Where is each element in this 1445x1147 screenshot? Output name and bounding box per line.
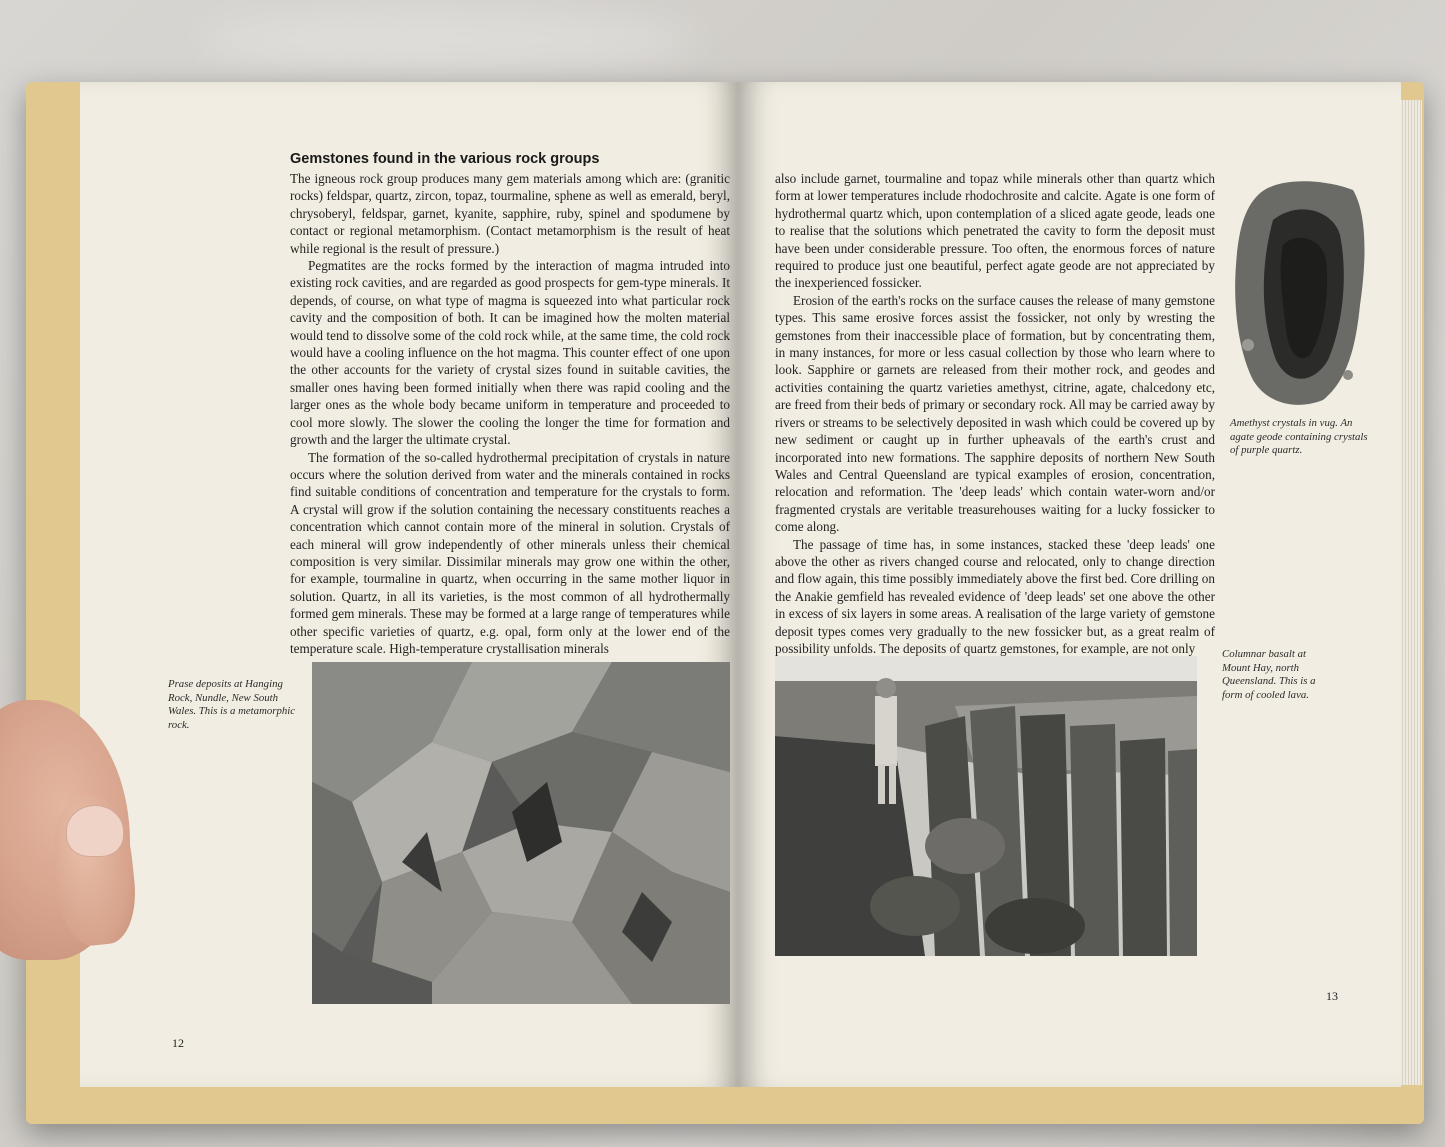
page-number-right: 13	[1326, 989, 1338, 1003]
paragraph: also include garnet, tourmaline and topaz while minerals other than quartz which form at lower temperatures include rhodochrosite and calcite. Agate is one form of hydrothermal quartz which, upon contemplation of a sliced agate geode, leads one to realise that the solutions which penetrated the cavity to form the deposit must have been under considerable pressure. Too often, the enormous forces of nature required to produce just one beautiful, perfect agate geode are not appreciated by the inexperienced fossicker.	[775, 171, 1215, 291]
thumbnail	[66, 805, 124, 857]
basalt-caption: Columnar basalt at Mount Hay, north Queensland. This is a form of cooled lava.	[1222, 648, 1316, 701]
paragraph: The igneous rock group produces many gem materials among which are: (granitic rocks) feldspar, quartz, zircon, topaz, tourmaline, sphene as well as emerald, beryl, chrysoberyl, feldspar, garnet, kyanite, sapphire, ruby, spinel and spodumene by contact or regional metamorphism. (Contact metamorphism is the result of heat while regional is the result of pressure.)	[290, 171, 730, 256]
left-text-column	[290, 170, 730, 657]
paragraph: Pegmatites are the rocks formed by the interaction of magma intruded into existing rock cavities, and are regarded as good prospects for gem-type minerals. It depends, of course, on what type of magma is squeezed into what particular rock cavity and the composition of both. It can be imagined how the molten material would tend to dissolve some of the cold rock while, at the same time, the cold rock would have a cooling influence on the hot magma. This counter effect of one upon the other accounts for the variety of crystal sizes found in suitable cavities, the smaller ones having been formed initially when there was rapid cooling and the larger ones as the whole body became uniform in temperature and proceeded to cool more slowly. The slower the cooling the longer the time for formation and growth and the larger the ultimate crystal.	[290, 258, 730, 448]
columnar-basalt-photo	[775, 656, 1197, 956]
agate-geode-photo	[1228, 175, 1373, 410]
prase-caption: Prase deposits at Hanging Rock, Nundle, New South Wales. This is a metamorphic rock.	[168, 678, 296, 731]
paragraph: The passage of time has, in some instances, stacked these 'deep leads' one above the other as rivers changed course and relocated, only to change direction and flow again, this time possibly immediately above the first bed. Core drilling on the Anakie gemfield has revealed evidence of 'deep leads' set one above the other in excess of six layers in some areas. A realisation of the large variety of gemstone deposit types comes very gradually to the new fossicker but, as a great realm of possibility unfolds. The deposits of quartz gemstones, for example, are not only	[775, 536, 1215, 656]
cloth-fold	[200, 10, 700, 70]
paragraph: The formation of the so-called hydrothermal precipitation of crystals in nature occurs where the solution derived from water and the minerals contained in rocks find suitable conditions of concentration and temperature for the crystals to form. A crystal will grow if the solution containing the necessary constituents reaches a concentration which cannot contain more of the mineral in solution. Crystals of each mineral will grow independently of other minerals unless their chemical composition is very similar. Dissimilar minerals may grow one within the other, for example, tourmaline in quartz, when occurring in the same mother liquor in solution. Quartz, in all its varieties, is the most common of all hydrothermally formed gem minerals. These may be formed at a large range of temperatures while other specific varieties of quartz, e.g. opal, form only at the lower end of the temperature scale. High-temperature crystallisation minerals	[290, 449, 730, 656]
section-heading: Gemstones found in the various rock groups	[290, 151, 600, 167]
paragraph: Erosion of the earth's rocks on the surface causes the release of many gemstone types. This same erosive forces assist the fossicker, not only by wresting the gemstones from their inaccessible place of formation, but by concentrating them, in many instances, for more or less casual collection by those who learn where to look. Sapphire or garnets are released from their mother rock, and geodes and activities containing the quartz varieties amethyst, citrine, agate, chalcedony etc, are freed from their beds of primary or secondary rock. All may be carried away by rivers or streams to be selectively deposited in wash which could be covered up by new sediment or caught up in further upheavals of the earth's crust and incorporated into new formations. The sapphire deposits of northern New South Wales and Central Queensland are typical examples of erosion, concentration, relocation and reformation. The 'deep leads' which contain water-worn and/or fragmented crystals are veritable treasurehouses waiting for a lucky fossicker to come along.	[775, 292, 1215, 535]
prase-rock-photo	[312, 662, 730, 1004]
page-edges	[1400, 100, 1422, 1085]
right-text-column	[775, 170, 1215, 657]
geode-caption: Amethyst crystals in vug. An agate geode containing crystals of purple quartz.	[1230, 417, 1368, 456]
page-number-left: 12	[172, 1036, 184, 1050]
